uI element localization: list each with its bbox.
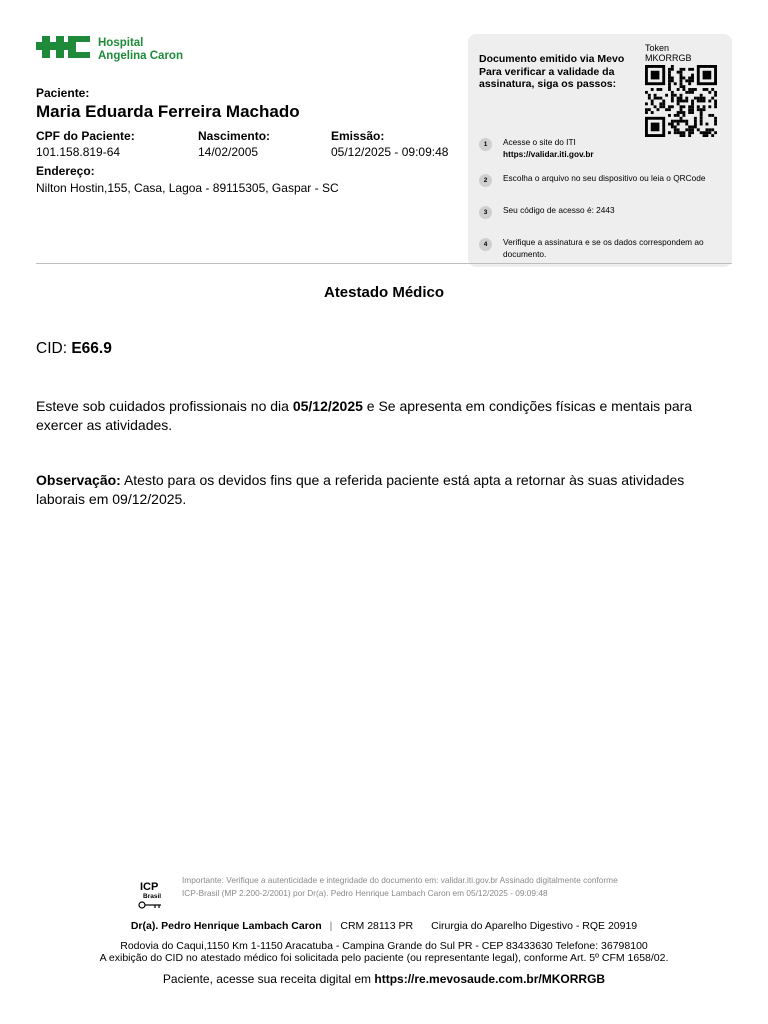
svg-text:ICP: ICP	[140, 881, 159, 893]
token-value: MKORRGB	[645, 53, 692, 63]
issue-value: 05/12/2025 - 09:09:48	[331, 145, 449, 159]
header-divider	[36, 263, 732, 264]
hospital-address: Rodovia do Caqui,1150 Km 1-1150 Aracatuba - Campina Grande do Sul PR - CEP 83433630 Telefone: 36798100	[120, 940, 648, 952]
hospital-name-line2: Angelina Caron	[98, 49, 183, 62]
svg-text:Brasil: Brasil	[143, 893, 162, 900]
hospital-logo	[36, 33, 196, 67]
hospital-cross-icon	[36, 33, 94, 61]
observation-paragraph	[36, 471, 736, 509]
attendance-paragraph	[36, 397, 736, 435]
step-text: Verifique a assinatura e se os dados correspondem ao documento.	[503, 237, 704, 259]
step-text: Acesse o site do ITI	[503, 137, 576, 147]
birth-label: Nascimento:	[198, 129, 271, 143]
cid-line	[36, 340, 112, 358]
doctor-line	[0, 920, 768, 932]
para-text-pre: Esteve sob cuidados profissionais no dia	[36, 398, 289, 414]
step-text: Seu código de acesso é: 2443	[503, 205, 615, 215]
para-text-post: e Se apresenta em condições físicas e mentais para exercer as atividades.	[36, 398, 693, 433]
step-number: 2	[479, 174, 492, 187]
cid-value: E66.9	[71, 340, 112, 357]
verification-panel	[468, 34, 732, 267]
token-block	[645, 43, 692, 63]
hospital-address-block	[0, 940, 768, 964]
doctor-name: Dr(a). Pedro Henrique Lambach Caron	[130, 920, 322, 932]
icp-brasil-logo	[137, 879, 167, 911]
address-value: Nilton Hostin,155, Casa, Lagoa - 89115305, Gaspar - SC	[36, 181, 339, 195]
signature-note: Importante: Verifique a autenticidade e integridade do documento em: validar.iti.gov.br Assinado digitalmente conforme ICP-Brasil (MP 2.200-2/2001) por Dr(a). Pedro Henrique Lambach Caron em 05/12/2025 - 09:09:48	[182, 875, 618, 898]
cid-notice: A exibição do CID no atestado médico foi solicitada pelo paciente (ou representante legal), conforme Art. 5º CFM 1658/02.	[99, 952, 669, 964]
qr-code-icon[interactable]	[645, 65, 721, 137]
patient-name: Maria Eduarda Ferreira Machado	[36, 102, 300, 121]
step-number: 4	[479, 238, 492, 251]
step-number: 1	[479, 138, 492, 151]
hospital-name-line1: Hospital	[98, 37, 144, 49]
verification-title: Documento emitido via Mevo Para verificar a validade da assinatura, siga os passos:	[479, 53, 625, 90]
patient-label: Paciente:	[36, 86, 90, 100]
step-number: 3	[479, 206, 492, 219]
birth-value: 14/02/2005	[198, 145, 259, 159]
receipt-text: Paciente, acesse sua receita digital em	[162, 972, 372, 986]
step-text: Escolha o arquivo no seu dispositivo ou leia o QRCode	[503, 173, 706, 183]
document-title: Atestado Médico	[323, 284, 444, 301]
attendance-date: 05/12/2025	[292, 398, 363, 414]
token-label: Token	[645, 43, 670, 53]
iti-link[interactable]: https://validar.iti.gov.br	[503, 149, 594, 159]
issue-label: Emissão:	[331, 129, 385, 143]
receipt-line	[0, 972, 768, 986]
cpf-value: 101.158.819-64	[36, 145, 121, 159]
observation-label: Observação:	[36, 472, 121, 488]
cid-label: CID:	[36, 340, 67, 357]
receipt-link[interactable]: https://re.mevosaude.com.br/MKORRGB	[374, 972, 606, 986]
cpf-label: CPF do Paciente:	[36, 129, 135, 143]
observation-text: Atesto para os devidos fins que a referida paciente está apta a retornar às suas atividades laborais em 09/12/2025.	[36, 472, 685, 507]
separator: |	[329, 920, 333, 932]
doctor-specialty: Cirurgia do Aparelho Digestivo - RQE 20919	[431, 920, 638, 932]
address-label: Endereço:	[36, 164, 95, 178]
doctor-crm: CRM 28113 PR	[340, 920, 414, 932]
